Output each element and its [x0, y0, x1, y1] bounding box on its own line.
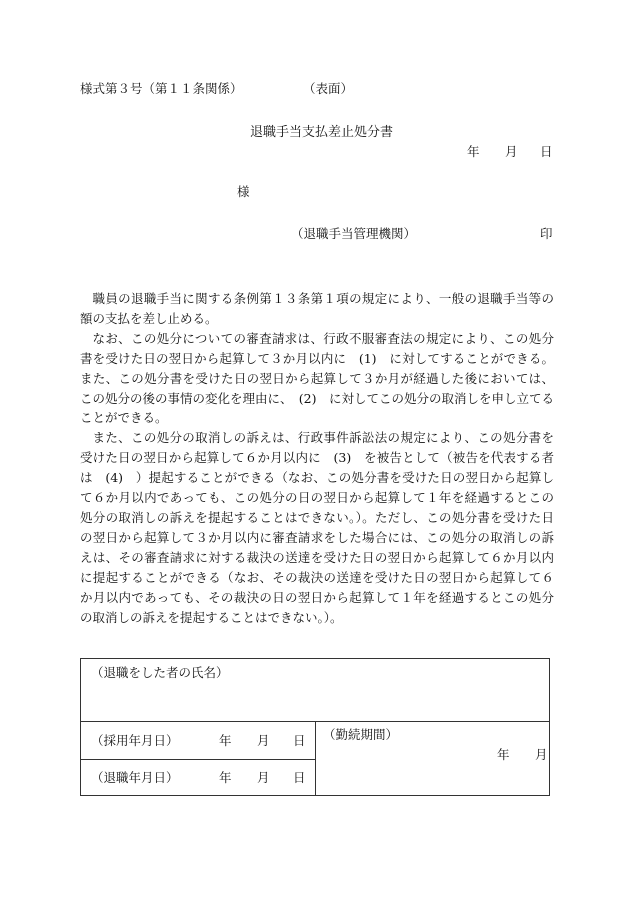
form-side: （表面） — [303, 81, 354, 96]
hire-year: 年 — [219, 733, 232, 748]
seal: 印 — [540, 226, 553, 241]
date-year: 年 — [467, 144, 480, 159]
personnel-table — [80, 658, 550, 796]
retire-date-label: （退職年月日） — [91, 770, 179, 785]
retire-year: 年 — [219, 770, 232, 785]
paragraph-3: また、この処分の取消しの訴えは、行政事件訴訟法の規定により、この処分書を受けた日の翌日から起算して６か月以内に (3) を被告として（被告を代表する者は (4) ）提起することができる（なお、この処分書を受けた日の翌日から起算して６か月以内であっても、この処分の日の翌日から起算して１年を経過するとこの処分の取消しの訴えを提起することはできない。）。ただし、この処分書を受けた日の翌日から起算して３か月以内に審査請求をした場合には、この処分の取消しの訴えは、その審査請求に対する裁決の送達を受けた日の翌日から起算して６か月以内に提起することができる（なお、その裁決の送達を受けた日の翌日から起算して６か月以内であっても、その裁決の日の翌日から起算して１年を経過するとこの処分の取消しの訴えを提起することはできない。）。 — [80, 430, 554, 625]
service-label: （勤続期間） — [323, 727, 399, 742]
issuer: （退職手当管理機関） — [291, 226, 417, 241]
body-text — [80, 289, 554, 627]
paragraph-2: なお、この処分についての審査請求は、行政不服審査法の規定により、この処分書を受けた日の翌日から起算して３か月以内に (1) に対してすることができる。また、この処分書を受けた日の翌日から起算して３か月が経過した後においては、この処分の後の事情の変化を理由に、 (2) に対してこの処分の取消しを申し立てることができる。 — [80, 330, 554, 426]
date-day: 日 — [540, 144, 553, 159]
hire-date-label: （採用年月日） — [91, 733, 179, 748]
retire-month: 月 — [257, 770, 270, 785]
table-divider — [315, 721, 316, 795]
paragraph-1: 職員の退職手当に関する条例第１３条第１項の規定により、一般の退職手当等の額の支払を差し止める。 — [80, 291, 554, 326]
hire-day: 日 — [293, 733, 306, 748]
date-month: 月 — [505, 144, 518, 159]
service-year: 年 — [497, 747, 510, 762]
name-label: （退職をした者の氏名） — [91, 665, 229, 680]
document-title: 退職手当支払差止処分書 — [250, 125, 394, 140]
form-number: 様式第３号（第１１条関係） — [80, 81, 243, 96]
addressee-suffix: 様 — [237, 184, 250, 199]
service-month: 月 — [535, 747, 548, 762]
retire-day: 日 — [293, 770, 306, 785]
hire-month: 月 — [257, 733, 270, 748]
table-divider — [81, 759, 315, 760]
